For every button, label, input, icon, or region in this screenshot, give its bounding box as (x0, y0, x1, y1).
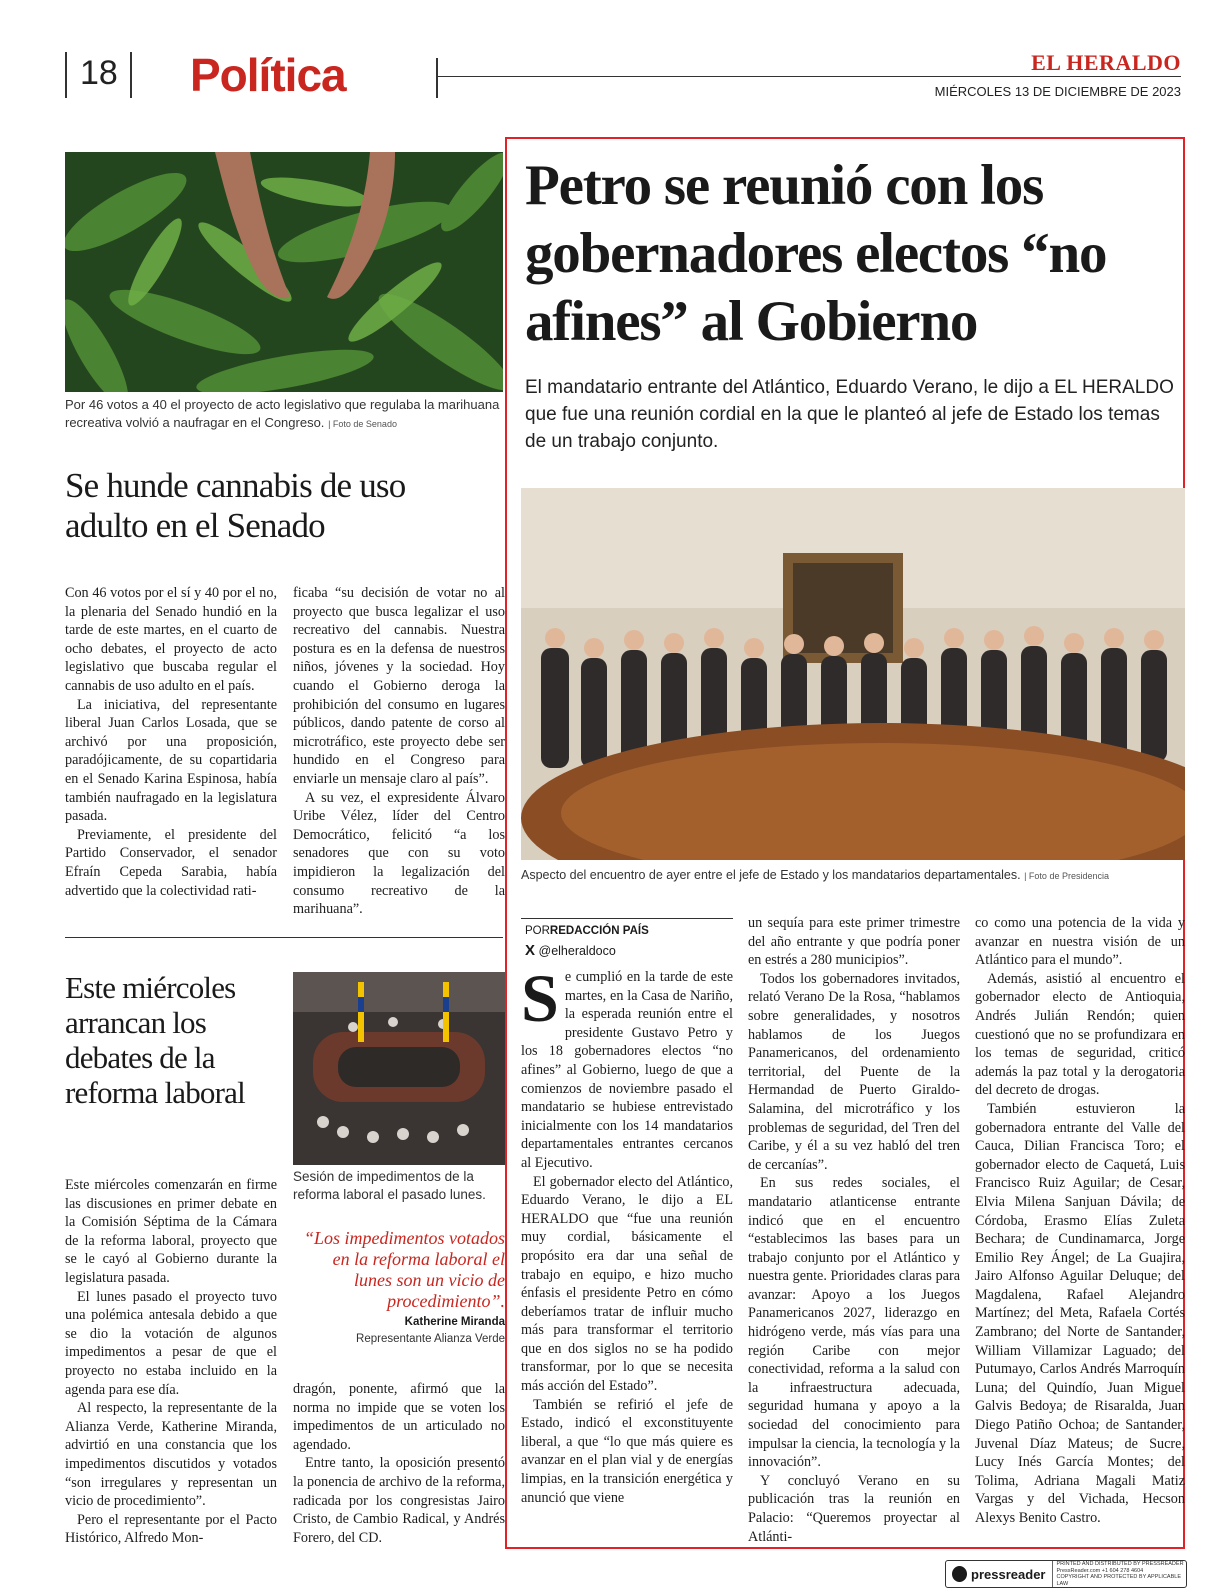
caption-text: Por 46 votos a 40 el proyecto de acto legislativo que regulaba la marihuana recreativa volvió a naufragar en el Congreso. (65, 397, 500, 430)
quote-author-role: Representante Alianza Verde (356, 1333, 505, 1345)
notice-line: COPYRIGHT AND PROTECTED BY APPLICABLE LAW (1056, 1574, 1181, 1587)
notice-line: PressReader.com +1 604 278 4604 (1056, 1567, 1144, 1574)
paragraph: Entre tanto, la oposición presentó la ponencia de archivo de la reforma, radicada por los congresistas Jairo Cristo, de Cambio Radical, y Andrés Forero, del CD. (293, 1455, 505, 1546)
laboral-column-2 (293, 1380, 505, 1547)
pressreader-icon (952, 1566, 967, 1582)
paragraph: A su vez, el expresidente Álvaro Uribe Vélez, líder del Centro Democrático, felicitó “a los senadores que con su voto impidieron la legalización del consumo recreativo de la marihuana”. (293, 789, 505, 918)
paragraph: La iniciativa, del representante liberal Juan Carlos Losada, que se archivó por una proposición, paradójicamente, de su copartidaria en el Senado Karina Espinosa, había también naufragado en la legislatura pasada. (65, 696, 277, 825)
byline-author: REDACCIÓN PAÍS (549, 925, 649, 937)
paragraph: un sequía para este primer trimestre del año entrante y que podría poner en estrés a 280 municipios”. (748, 915, 960, 969)
paragraph: El gobernador electo del Atlántico, Eduardo Verano, le dijo a EL HERALDO que “fue una reunión muy cordial, básicamente el propósito era dar una señal de trabajo en equipo, e hizo mucho énfasis el presidente Petro en cómo deberíamos tratar de influir mucho más para transformar el territorio que en dos siglos no se ha podido transformar, por lo que se necesita más acción del Estado”. (521, 1173, 733, 1395)
header-divider (130, 52, 132, 98)
byline-rule (521, 918, 733, 919)
byline (525, 925, 649, 937)
main-column-3 (975, 914, 1185, 1528)
paragraph (521, 960, 733, 1173)
header-rule (438, 76, 1181, 77)
laboral-photo-caption: Sesión de impedimentos de la reforma laboral el pasado lunes. (293, 1169, 486, 1202)
cannabis-photo-caption (65, 396, 503, 433)
paragraph: También estuvieron la gobernadora entrante del Valle del Cauca, Dilian Francisca Toro; el gobernador electo de Caquetá, Luis Francisco Ruiz Aguilar; de Cesar, Elvia Milena Sanjuan Dávila; de Córdoba, Erasmo Elías Zuleta Bechara; de Cundinamarca, Jorge Emilio Rey Ángel; de La Guajira, Jairo Alfonso Aguilar Deluque; del Magdalena, Rafael Alejandro Martínez; del Meta, Rafaela Cortés Zambrano; del Norte de Santander, William Villamizar Laguado; del Putumayo, Carlos Andrés Marroquín Luna; del Quindío, Juan Miguel Galvis Bedoya; de Risaralda, Juan Diego Patiño Ochoa; de Santander, Juvenal Díaz Mateus; de Sucre, Lucy Inés García Montes; del Tolima, Adriana Magali Matiz Vargas y del Vichada, Hecson Alexys Benito Castro. (975, 1100, 1185, 1526)
newspaper-logo: EL HERALDO (1031, 50, 1181, 75)
paragraph: Todos los gobernadores invitados, relató Verano De la Rosa, “hablamos sobre generalidades, y nosotros hablamos de los Juegos Panamericanos, del ordenamiento territorial, del Puente de la Hermandad de Puerto Giraldo-Salamina, del microtráfico y los problemas de seguridad, del Tren del Caribe, y él a su vez habló del tren de cercanías”. (748, 970, 960, 1173)
paragraph: Y concluyó Verano en su publicación tras la reunión en Palacio: “Queremos proyectar al Atlánti- (748, 1472, 960, 1545)
header-divider (65, 52, 67, 98)
paragraph: Al respecto, la representante de la Alianza Verde, Katherine Miranda, advirtió en una constancia que los impedimentos discutidos y votados “son irregulares y representan un vicio de procedimiento”. (65, 1400, 277, 1510)
x-icon: X (525, 942, 536, 959)
issue-date: MIÉRCOLES 13 DE DICIEMBRE DE 2023 (934, 84, 1181, 99)
paragraph-text: e cumplió en la tarde de este martes, en la Casa de Nariño, la esperada reunión entre el presidente Gustavo Petro y los 18 gobernadores electos “no afines” al Gobierno, luego de que a comienzos de noviembre pasado el mandatario se hubiese entrevistado inicialmente con los 14 mandatarios departamentales entrantes cercanos al Ejecutivo. (521, 969, 733, 1171)
drop-cap: S (521, 960, 559, 1036)
cannabis-column-2 (293, 584, 505, 919)
notice-line: PRINTED AND DISTRIBUTED BY PRESSREADER (1056, 1561, 1184, 1567)
section-title: Política (190, 49, 346, 101)
main-headline: Petro se reunió con los gobernadores electos “no afines” al Gobierno (525, 154, 1107, 353)
paragraph: Este miércoles comenzarán en firme las discusiones en primer debate en la Comisión Séptima de la Cámara de la reforma laboral, proyecto que se le cayó al Gobierno durante la legislatura pasada. (65, 1177, 277, 1286)
laboral-headline: Este miércoles arrancan los debates de la reforma laboral (65, 970, 245, 1110)
quote-author: Katherine Miranda (404, 1316, 505, 1328)
main-column-1 (521, 960, 733, 1507)
section-divider (65, 937, 503, 938)
pressreader-badge (945, 1560, 1187, 1588)
pressreader-notice (1052, 1561, 1187, 1587)
main-column-2 (748, 914, 960, 1546)
paragraph: Con 46 votos por el sí y 40 por el no, la plenaria del Senado hundió en la tarde de este martes, en el cuarto de ocho debates, el proyecto de acto legislativo que buscaba regular el cannabis de uso adulto en el país. (65, 585, 277, 694)
cannabis-headline: Se hunde cannabis de uso adulto en el Senado (65, 466, 406, 545)
meeting-photo-caption (521, 866, 1185, 885)
cannabis-column-1 (65, 584, 277, 900)
paragraph: El lunes pasado el proyecto tuvo una polémica antesala debido a que se dio la votación de algunos impedimentos a pesar de que el proyecto no estaba incluido en la agenda para ese día. (65, 1288, 277, 1398)
main-deck: El mandatario entrante del Atlántico, Eduardo Verano, le dijo a EL HERALDO que fue una reunión cordial en la que le planteó al jefe de Estado los temas de un trabajo conjunto. (525, 377, 1174, 452)
page-number: 18 (80, 54, 118, 92)
meeting-photo (521, 488, 1185, 860)
caption-text: Aspecto del encuentro de ayer entre el jefe de Estado y los mandatarios departamentales. (521, 868, 1021, 882)
handle-text: @elheraldoco (538, 944, 616, 958)
paragraph: co como una potencia de la vida y avanzar en nuestra visión de un Atlántico para el mundo”. (975, 915, 1185, 969)
paragraph: Previamente, el presidente del Partido Conservador, el senador Efraín Cepeda Sarabia, había advertido que la colectividad rati- (65, 826, 277, 899)
paragraph: En sus redes sociales, el mandatario atlanticense entrante indicó que en el encuentro “establecimos las bases para un trabajo conjunto por el Atlántico y nuestra gente. Prioridades claras para avanzar: Apoyo a los Juegos Panamericanos 2027, liderazgo en hidrógeno verde, más vías para una región Caribe con mejor conectividad, reforma a la salud con la infraestructura adecuada, seguridad humana y apoyo a la sociedad del conocimiento para impulsar la ciencia, la tecnología y la innovación”. (748, 1175, 960, 1471)
photo-credit: | Foto de Presidencia (1024, 871, 1109, 881)
social-handle (525, 942, 616, 959)
pressreader-logo: pressreader (971, 1566, 1046, 1582)
paragraph: Además, asistió al encuentro el gobernador electo de Antioquia, Andrés Julián Rendón; quien cuestionó que no se profundizara en los temas de seguridad, criticó además la paz total y la derogatoria del decreto de drogas. (975, 970, 1185, 1099)
laboral-column-1 (65, 1176, 277, 1548)
paragraph: Pero el representante por el Pacto Histórico, Alfredo Mon- (65, 1511, 277, 1547)
laboral-photo (293, 972, 505, 1165)
cannabis-photo (65, 152, 503, 392)
paragraph: También se refirió el jefe de Estado, indicó el exconstituyente liberal, a que “lo que más quiere es avanzar en el plan vial y de energías limpias, en la transición energética y anunció que viene (521, 1396, 733, 1506)
photo-credit: | Foto de Senado (328, 419, 397, 429)
pull-quote: “Los impedimentos votados en la reforma laboral el lunes son un vicio de procedimiento”. (303, 1228, 505, 1311)
paragraph: ficaba “su decisión de votar no al proyecto que busca legalizar el uso recreativo del cannabis. Nuestra postura es en la defensa de nuestros niños, jóvenes y la sociedad. Hoy cuando el Gobierno deroga la prohibición del consumo en lugares públicos, dando patente de corso al microtráfico, este proyecto debe ser hundido en el Congreso para enviarle un mensaje claro al país”. (293, 585, 505, 787)
paragraph: dragón, ponente, afirmó que la norma no impide que se voten los impedimentos de un articulado no agendado. (293, 1381, 505, 1453)
byline-prefix: POR (525, 925, 550, 937)
header-divider (436, 58, 438, 98)
